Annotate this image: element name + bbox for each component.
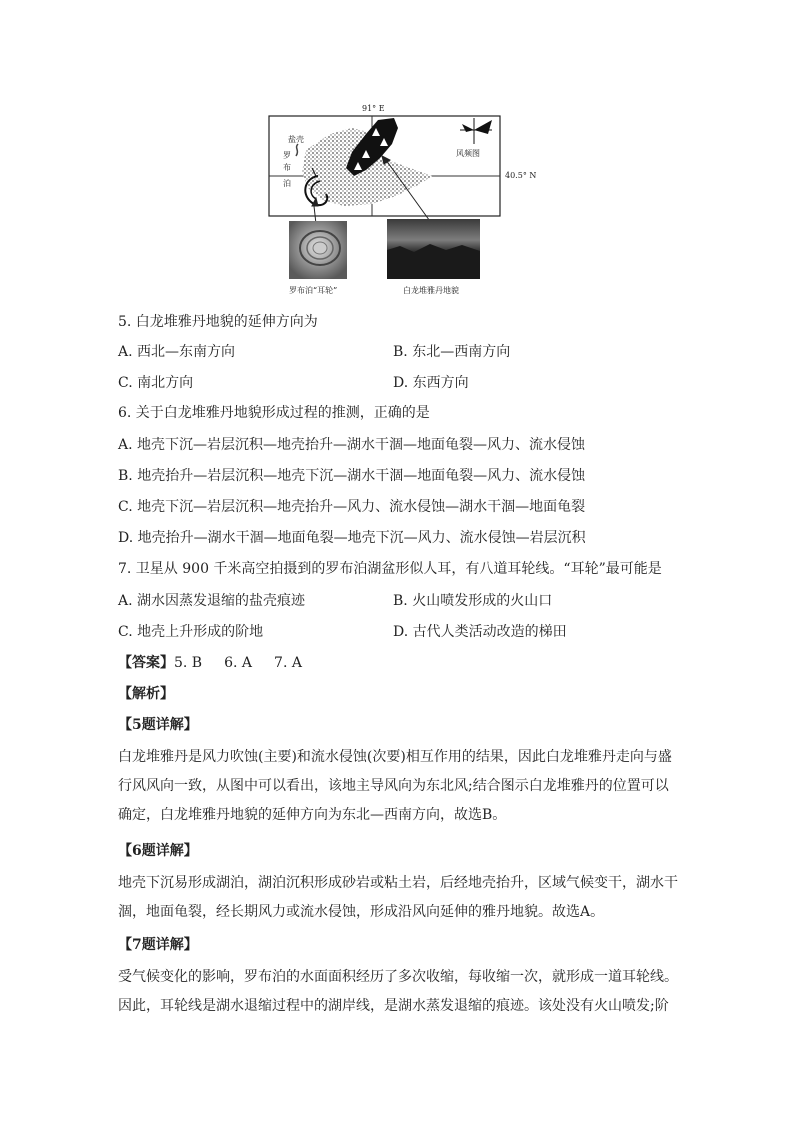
question-7-stem: 7. 卫星从 900 千米高空拍摄到的罗布泊湖盆形似人耳，有八道耳轮线。“耳轮”最可能是 <box>118 561 662 577</box>
detail-7-text: 受气候变化的影响，罗布泊的水面面积经历了多次收缩，每收缩一次，就形成一道耳轮线。因此，耳轮线是湖水退缩过程中的湖岸线，是湖水蒸发退缩的痕迹。该处没有火山喷发;阶 <box>118 969 678 1014</box>
photo-left-caption: 罗布泊“耳轮” <box>289 286 338 295</box>
answer-item-5: 5. B <box>174 655 203 671</box>
question-5-option-b: B. 东北—西南方向 <box>393 344 511 360</box>
question-7-option-c: C. 地壳上升形成的阶地 <box>118 624 264 640</box>
lake-label-char-1: 罗 <box>283 151 291 160</box>
parallel-label: 40.5° N <box>505 171 537 180</box>
salt-crust-label: 盐壳 <box>288 135 304 144</box>
meridian-label: 91° E <box>362 104 385 113</box>
question-6-option-a: A. 地壳下沉—岩层沉积—地壳抬升—湖水干涸—地面龟裂—风力、流水侵蚀 <box>118 437 586 453</box>
question-6-option-b: B. 地壳抬升—岩层沉积—地壳下沉—湖水干涸—地面龟裂—风力、流水侵蚀 <box>118 468 586 484</box>
question-7-option-a: A. 湖水因蒸发退缩的盐壳痕迹 <box>118 593 306 609</box>
question-6-option-c: C. 地壳下沉—岩层沉积—地壳抬升—风力、流水侵蚀—湖水干涸—地面龟裂 <box>118 499 586 515</box>
answer-label: 【答案】 <box>118 655 174 671</box>
wind-rose-label: 风频图 <box>456 149 480 158</box>
question-6-stem: 6. 关于白龙堆雅丹地貌形成过程的推测，正确的是 <box>118 405 430 421</box>
question-7-option-b: B. 火山喷发形成的火山口 <box>393 593 553 609</box>
detail-5-heading: 【5题详解】 <box>118 717 198 733</box>
answer-line <box>118 653 302 673</box>
lake-label-char-3: 泊 <box>283 179 291 188</box>
analysis-label: 【解析】 <box>118 686 174 702</box>
detail-7-heading: 【7题详解】 <box>118 937 198 953</box>
question-7-option-d: D. 古代人类活动改造的梯田 <box>393 624 567 640</box>
question-5-stem: 5. 白龙堆雅丹地貌的延伸方向为 <box>118 314 318 330</box>
question-5-option-d: D. 东西方向 <box>393 375 469 391</box>
question-5-option-c: C. 南北方向 <box>118 375 194 391</box>
map-figure <box>0 0 794 300</box>
detail-6-heading: 【6题详解】 <box>118 843 198 859</box>
lake-label-char-2: 布 <box>283 163 291 172</box>
answer-item-7: 7. A <box>274 655 302 671</box>
detail-6-text: 地壳下沉易形成湖泊，湖泊沉积形成砂岩或粘土岩，后经地壳抬升，区域气候变干，湖水干涸，地面龟裂，经长期风力或流水侵蚀，形成沿风向延伸的雅丹地貌。故选A。 <box>118 875 678 920</box>
detail-5-text: 白龙堆雅丹是风力吹蚀(主要)和流水侵蚀(次要)相互作用的结果，因此白龙堆雅丹走向与盛行风风向一致，从图中可以看出，该地主导风向为东北风;结合图示白龙堆雅丹的位置可以确定，白龙堆雅丹地貌的延伸方向为东北—西南方向，故选B。 <box>118 749 672 823</box>
photo-right-caption: 白龙堆雅丹地貌 <box>403 286 459 295</box>
answer-item-6: 6. A <box>224 655 253 671</box>
question-5-option-a: A. 西北—东南方向 <box>118 344 236 360</box>
question-6-option-d: D. 地壳抬升—湖水干涸—地面龟裂—地壳下沉—风力、流水侵蚀—岩层沉积 <box>118 530 586 546</box>
